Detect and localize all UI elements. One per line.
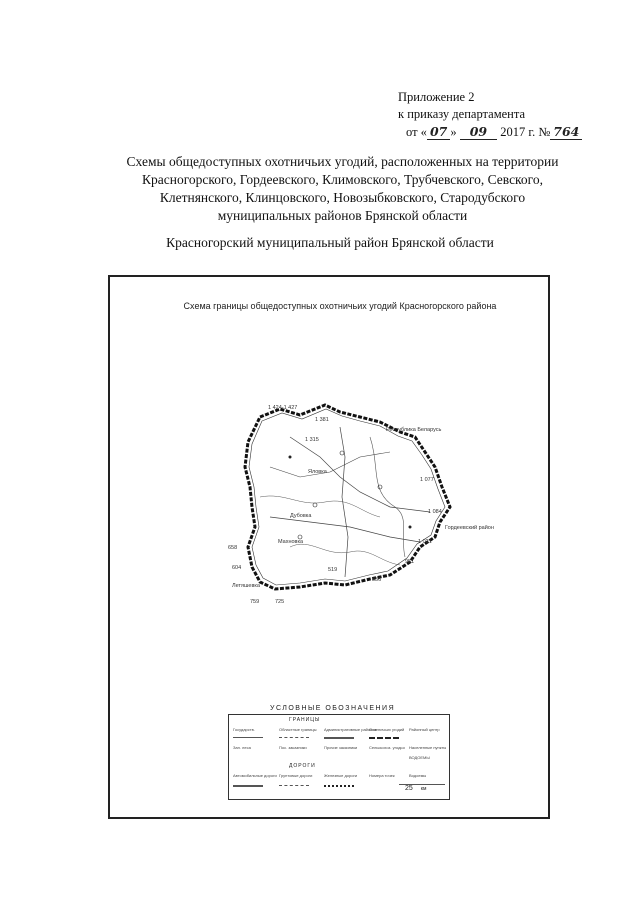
appendix-number: Приложение 2 <box>398 90 475 104</box>
river <box>290 544 400 565</box>
title-line-2: Красногорского, Гордеевского, Климовского, Трубчевского, Севского, <box>141 172 544 187</box>
map-point-label: 1 021 <box>418 539 432 545</box>
legend-item: Областные границы <box>279 727 317 732</box>
legend-section-roads: ДОРОГИ <box>289 763 316 769</box>
document-title <box>60 153 625 225</box>
map-point-label: 1 424-1 427 <box>268 405 298 411</box>
legend-item: Охотничьих угодий <box>369 727 405 732</box>
map-point-label: 951 <box>405 559 415 565</box>
title-line-4: муниципальных районов Брянской области <box>217 208 468 223</box>
map-point-label: 1 084 <box>428 509 442 515</box>
river <box>260 496 380 517</box>
settlement-marker <box>409 526 412 529</box>
legend-item: Зап. леса <box>233 745 251 750</box>
map-label-belarus: Республика Беларусь <box>386 427 442 433</box>
legend-line <box>279 785 309 786</box>
scale-indicator <box>399 784 445 795</box>
map-point-label: 1 315 <box>305 437 319 443</box>
map-village-label: Летяшевка <box>232 583 260 589</box>
legend-item: Государств. <box>233 727 255 732</box>
date-mid: » <box>450 125 457 139</box>
legend-line <box>369 737 399 739</box>
map-village-label: Яловка <box>308 469 327 475</box>
title-line-3: Клетнянского, Клинцовского, Новозыбковского, Стародубского <box>159 190 526 205</box>
map-point-label: 1 077 <box>420 477 434 483</box>
district-boundary <box>249 409 445 585</box>
legend-title: УСЛОВНЫЕ ОБОЗНАЧЕНИЯ <box>270 705 396 712</box>
date-prefix: от « <box>406 125 427 139</box>
order-number: 764 <box>550 124 582 140</box>
map-point-label: 856 <box>372 577 382 583</box>
legend-item: Автомобильные дороги <box>233 773 277 778</box>
legend-line <box>233 785 263 787</box>
river <box>370 437 405 557</box>
title-line-1: Схемы общедоступных охотничьих угодий, расположенных на территории <box>126 154 559 169</box>
legend-item: Грунтовые дороги <box>279 773 313 778</box>
map-point-label: 658 <box>228 545 238 551</box>
legend-item: Пос. заказники <box>279 745 307 750</box>
settlement-marker <box>313 503 317 507</box>
legend-section-borders: ГРАНИЦЫ <box>289 717 321 723</box>
map-legend <box>228 714 450 800</box>
legend-item: Водоемы <box>409 773 427 778</box>
map-point-label: 725 <box>275 599 285 605</box>
legend-line <box>233 737 263 738</box>
legend-item: Населенные пункты <box>409 745 447 750</box>
settlement-marker <box>340 451 344 455</box>
date-month: 09 <box>460 124 497 140</box>
district-subtitle: Красногорский муниципальный район Брянской области <box>166 235 494 250</box>
map-village-label: Дубовка <box>290 513 312 519</box>
map-point-label: 604 <box>232 565 242 571</box>
settlement-marker <box>378 485 382 489</box>
legend-item: Номера точек <box>369 773 395 778</box>
appendix-header <box>398 89 628 141</box>
scale-unit: км <box>420 786 427 792</box>
date-day: 07 <box>427 124 450 140</box>
scale-value: 25 <box>405 785 413 792</box>
legend-item: Административные районов <box>324 727 377 732</box>
legend-item: Прочие заказники <box>324 745 358 750</box>
map-title: Схема границы общедоступных охотничьих угодий Красногорского района <box>183 301 497 311</box>
settlement-marker <box>289 456 292 459</box>
appendix-order-ref: к приказу департамента <box>398 107 526 121</box>
date-year: 2017 г. № <box>500 125 551 139</box>
map-point-label: 519 <box>328 567 338 573</box>
map-point-label: 759 <box>250 599 260 605</box>
appendix-date <box>406 123 628 141</box>
legend-line <box>324 785 354 787</box>
map-point-label: 1 381 <box>315 417 329 423</box>
map-village-label: Махновка <box>278 539 304 545</box>
map-label-gordeevsky: Гордеевский район <box>445 525 494 531</box>
legend-item: ВОДОЕМЫ <box>409 755 430 760</box>
legend-line <box>279 737 309 738</box>
legend-item: Районный центр <box>409 727 440 732</box>
map-frame <box>108 275 550 819</box>
legend-item: Сельскохоз. угодья <box>369 745 405 750</box>
legend-line <box>324 737 354 739</box>
road <box>270 452 390 477</box>
legend-item: Железные дороги <box>324 773 358 778</box>
